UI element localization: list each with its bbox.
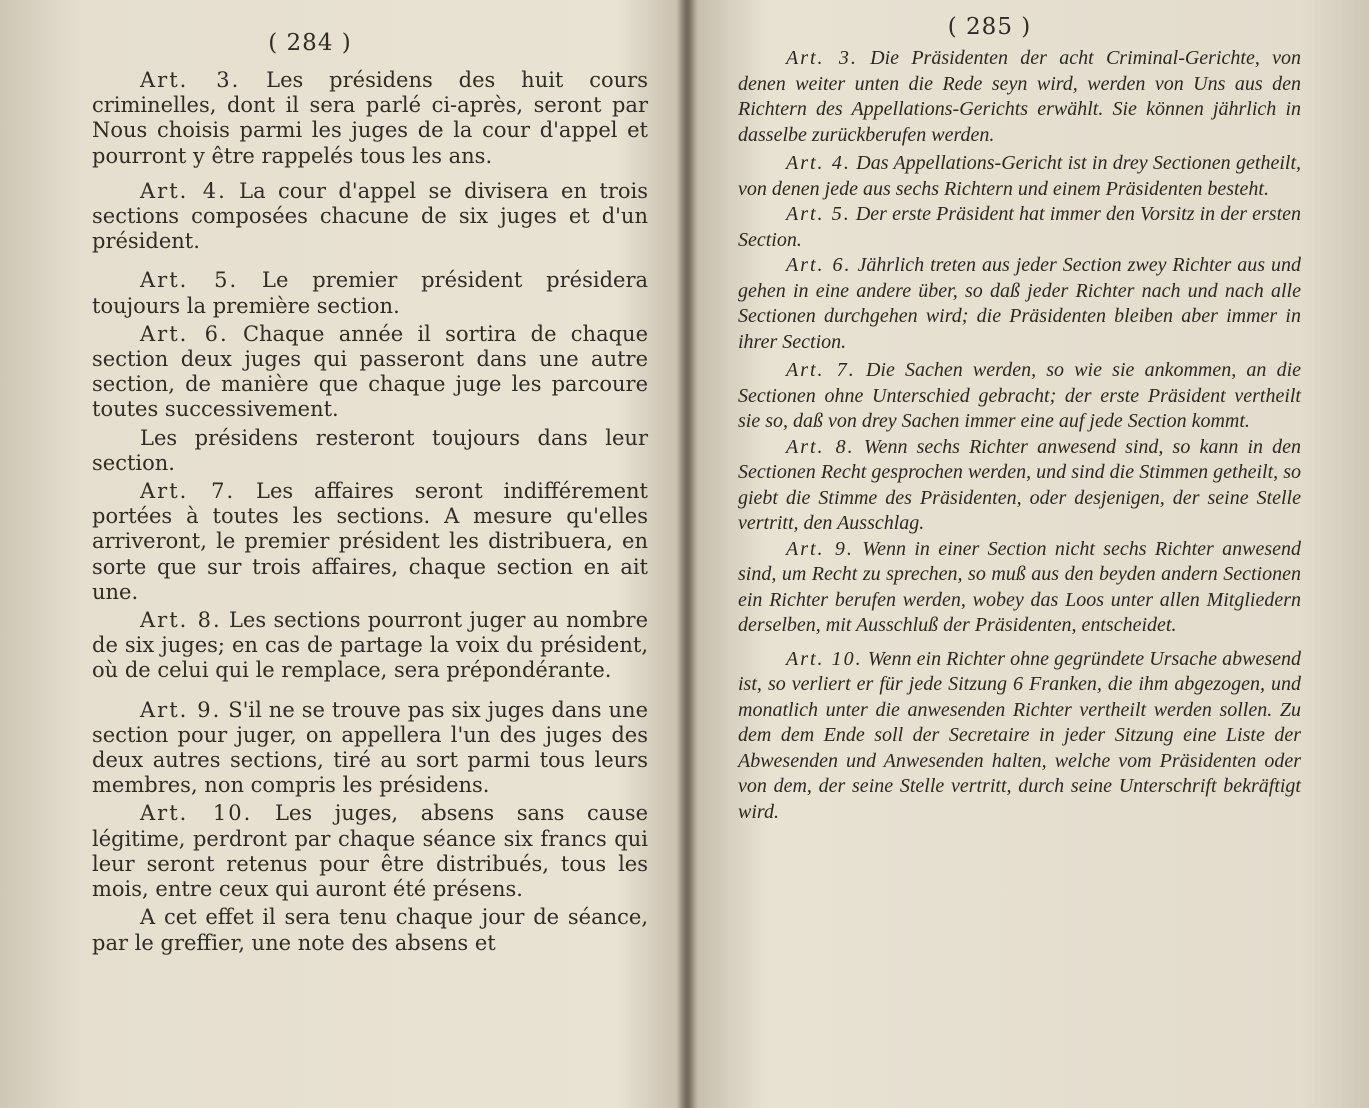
article-text: Das Appellations-Gericht ist in drey Sectionen getheilt, von denen jede aus sechs Richtern und einem Präsidenten besteht.: [738, 152, 1301, 200]
article-label: Art. 7.: [140, 479, 236, 504]
article-label: Art. 6.: [786, 254, 852, 276]
article-text: Die Präsidenten der acht Criminal-Gerichte, von denen weiter unten die Rede seyn wird, werden von Uns aus den Richtern des Appellations-Gerichts erwählt. Sie können jährlich in dasselbe zurückberufen werden.: [738, 47, 1301, 146]
article-label: Art. 8.: [786, 435, 855, 458]
right-article-10: [738, 647, 1301, 826]
right-article-9: [738, 537, 1301, 639]
left-article-4: [92, 179, 648, 255]
article-text: Chaque année il sortira de chaque section deux juges qui passeront dans une autre section, de manière que chaque juge les parcoure toutes successivement.: [92, 321, 648, 422]
article-text: Les présidens resteront toujours dans leur section.: [92, 425, 648, 475]
article-label: Art. 10.: [786, 647, 863, 670]
article-text: Wenn in einer Section nicht sechs Richter anwesend sind, um Recht zu sprechen, so muß aus den beyden andern Sectionen ein Richter berufen werden, wobey das Loos unter allen Mitgliedern derselben, mit Ausschluß der Präsidenten, entscheidet.: [738, 537, 1302, 636]
article-text: Wenn sechs Richter anwesend sind, so kann in den Sectionen Recht gesprochen werden, und sind die Stimmen getheilt, so giebt die Stimme des Präsidenten, oder desjenigen, der seine Stelle vertritt, den Ausschlag.: [738, 435, 1301, 534]
article-label: Art. 5.: [140, 268, 239, 293]
article-text: Le premier président présidera toujours la première section.: [92, 268, 648, 318]
left-page: [0, 0, 684, 1108]
right-article-5: [738, 202, 1301, 253]
article-label: Art. 9.: [140, 697, 222, 722]
right-article-4: [738, 151, 1301, 202]
left-article-8: [92, 608, 648, 684]
left-article-10-continuation: [92, 905, 648, 955]
article-text: Wenn ein Richter ohne gegründete Ursache abwesend ist, so verliert er für jede Sitzung 6 Franken, die ihm abgezogen, und monatlich unter die anwesenden Richter vertheilt werden sollen. Zu dem dem Ende soll der Secretaire in jeder Sitzung eine Liste der Abwesenden und Anwesenden halten, welche vom Präsidenten oder von dem, der seine Stelle vertritt, durch seine Unterschrift bekräftigt wird.: [738, 647, 1302, 823]
article-text: Les affaires seront indifférement portées à toutes les sections. A mesure qu'elles arriveront, le premier président les distribuera, en sorte que sur trois affaires, chaque section en ait une.: [92, 479, 648, 604]
article-label: Art. 5.: [786, 203, 851, 225]
right-page: [686, 0, 1369, 1108]
article-label: Art. 8.: [140, 608, 222, 633]
left-article-6-continuation: [92, 426, 648, 476]
article-text: Les sections pourront juger au nombre de six juges; en cas de partage la voix du président, où de celui qui le remplace, sera prépondérante.: [92, 608, 648, 683]
right-page-number: ( 285 ): [947, 14, 1032, 40]
article-text: Die Sachen werden, so wie sie ankommen, an die Sectionen ohne Unterschied gebracht; der erste Präsident vertheilt sie so, daß von drey Sachen immer eine auf jede Section kommt.: [738, 359, 1302, 432]
article-text: Les présidens des huit cours criminelles, dont il sera parlé ci-après, seront par Nous choisis parmi les juges de la cour d'appel et pourront y être rappelés tous les ans.: [92, 68, 648, 168]
article-label: Art. 7.: [786, 359, 856, 381]
article-text: A cet effet il sera tenu chaque jour de séance, par le greffier, une note des absens et: [92, 905, 648, 955]
right-article-3: [738, 46, 1301, 148]
left-article-10: [92, 801, 648, 902]
right-article-6: [738, 253, 1301, 355]
article-text: Jährlich treten aus jeder Section zwey Richter aus und gehen in eine andere über, so daß jeder Richter nach und nach alle Sectionen durchgehen wird; die Präsidenten bleiben aber immer in ihrer Section.: [738, 254, 1302, 353]
left-article-9: [92, 698, 648, 799]
left-article-6: [92, 322, 648, 423]
left-page-number: ( 284 ): [268, 30, 352, 56]
article-label: Art. 4.: [786, 152, 851, 174]
article-text: Der erste Präsident hat immer den Vorsitz in der ersten Section.: [738, 203, 1301, 251]
article-label: Art. 4.: [140, 178, 227, 203]
article-label: Art. 9.: [786, 537, 854, 560]
article-text: S'il ne se trouve pas six juges dans une section pour juger, on appellera l'un des juges des deux autres sections, tiré au sort parmi tous leurs membres, non compris les présidens.: [92, 697, 649, 798]
article-text: Les juges, absens sans cause légitime, perdront par chaque séance six francs qui leur seront retenus pour être distribués, tous les mois, entre ceux qui auront été présens.: [92, 801, 648, 902]
left-article-7: [92, 479, 648, 605]
right-article-7: [738, 358, 1301, 435]
article-label: Art. 3.: [786, 47, 858, 69]
left-article-5: [92, 268, 648, 318]
article-label: Art. 10.: [140, 801, 253, 826]
article-label: Art. 6.: [140, 321, 229, 346]
left-article-3: [92, 68, 648, 169]
article-label: Art. 3.: [140, 68, 241, 92]
article-text: La cour d'appel se divisera en trois sections composées chacune de six juges et d'un président.: [92, 178, 648, 254]
right-article-8: [738, 435, 1301, 537]
